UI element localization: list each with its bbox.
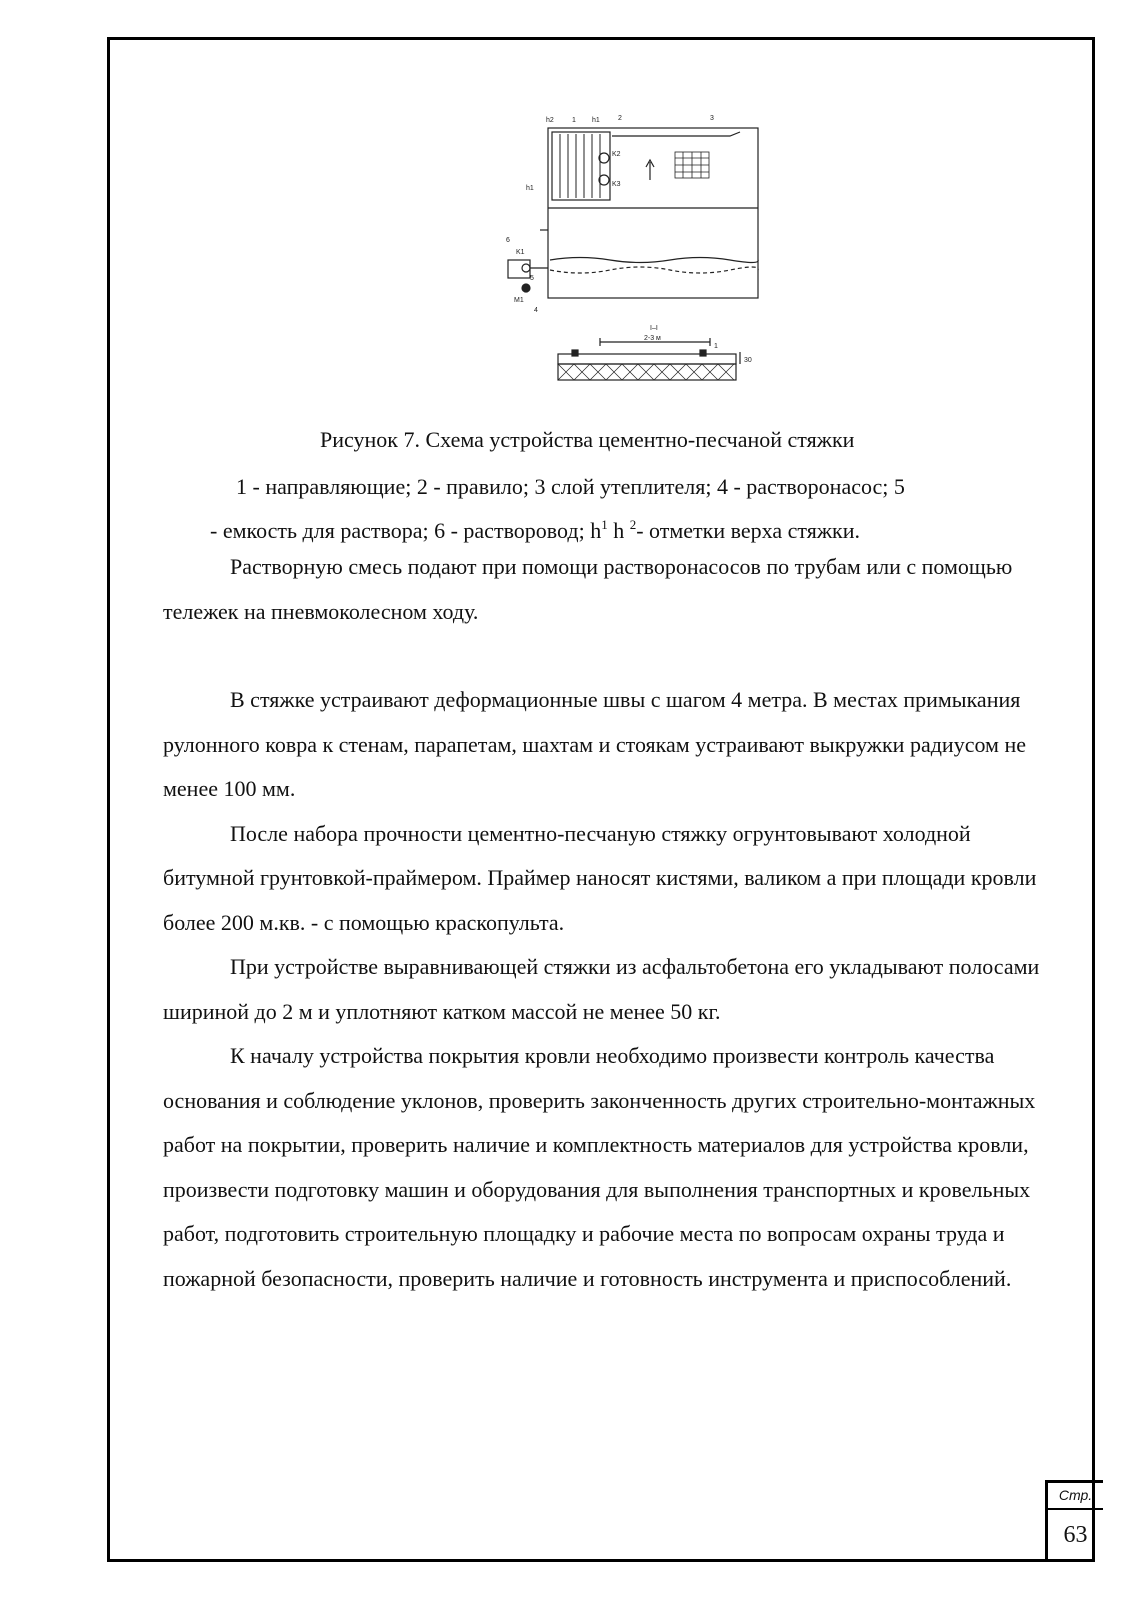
label-5: 5 [530,275,534,282]
label-h1b: h1 [526,185,534,192]
page-number: 63 [1063,1522,1088,1548]
page-number-stamp [1045,1480,1103,1560]
legend-line-2 [210,516,1050,546]
screed-scheme-figure [500,110,780,410]
label-4: 4 [534,307,538,314]
label-3: 3 [710,115,714,122]
label-k2: K2 [612,151,621,158]
label-1b: 1 [714,343,718,350]
paragraph: К началу устройства покрытия кровли необходимо произвести контроль качества основания и соблюдение уклонов, проверить законченность других строительно-монтажных работ на покрытии, проверить наличие и комплектность материалов для устройства кровли, произвести подготовку машин и оборудования для выполнения транспортных и кровельных работ, подготовить строительную площадку и рабочие места по вопросам охраны труда и пожарной безопасности, проверить наличие и готовность инструмента и приспособлений. [163,1043,1036,1291]
figure-caption-title: Рисунок 7. Схема устройства цементно-песчаной стяжки [320,427,855,452]
figure-legend [210,472,1050,546]
paragraph: После набора прочности цементно-песчаную стяжку огрунтовывают холодной битумной грунтовкой-праймером. Праймер наносят кистями, валиком а при площади кровли более 200 м.кв. - с помощью краскопульта. [163,820,1037,935]
legend-line-1: 1 - направляющие; 2 - правило; 3 слой утеплителя; 4 - растворонасос; 5 [236,474,905,499]
paragraph: В стяжке устраивают деформационные швы с шагом 4 метра. В местах примыкания рулонного ковра к стенам, парапетам, шахтам и стоякам устраивают выкружки радиусом не менее 100 мм. [163,687,1026,801]
paragraph: Растворную смесь подают при помощи растворонасосов по трубам или с помощью тележек на пневмоколесном ходу. [163,554,1013,624]
legend-part-b: h [607,518,630,543]
label-h1: h1 [592,117,600,124]
legend-part-c: - отметки верха стяжки. [636,518,860,543]
label-1: 1 [572,117,576,124]
page-label: Стр. [1048,1483,1103,1510]
legend-sup-2: 2 [629,517,637,532]
label-30: 30 [744,357,752,364]
label-h2: h2 [546,117,554,124]
legend-part-a: - емкость для раствора; 6 - растворовод; h [210,518,602,543]
legend-sup-1: 1 [601,517,608,532]
paragraph-block-1 [163,545,1043,634]
label-2: 2 [618,115,622,122]
label-m1: M1 [514,297,524,304]
label-section: I–I [650,325,658,332]
label-6: 6 [506,237,510,244]
label-span: 2-3 м [644,335,661,342]
paragraph-block-2 [163,678,1043,1301]
label-k1: K1 [516,249,525,256]
paragraph: При устройстве выравнивающей стяжки из асфальтобетона его укладывают полосами шириной до 2 м и уплотняют катком массой не менее 50 кг. [163,954,1040,1024]
label-k3: K3 [612,181,621,188]
